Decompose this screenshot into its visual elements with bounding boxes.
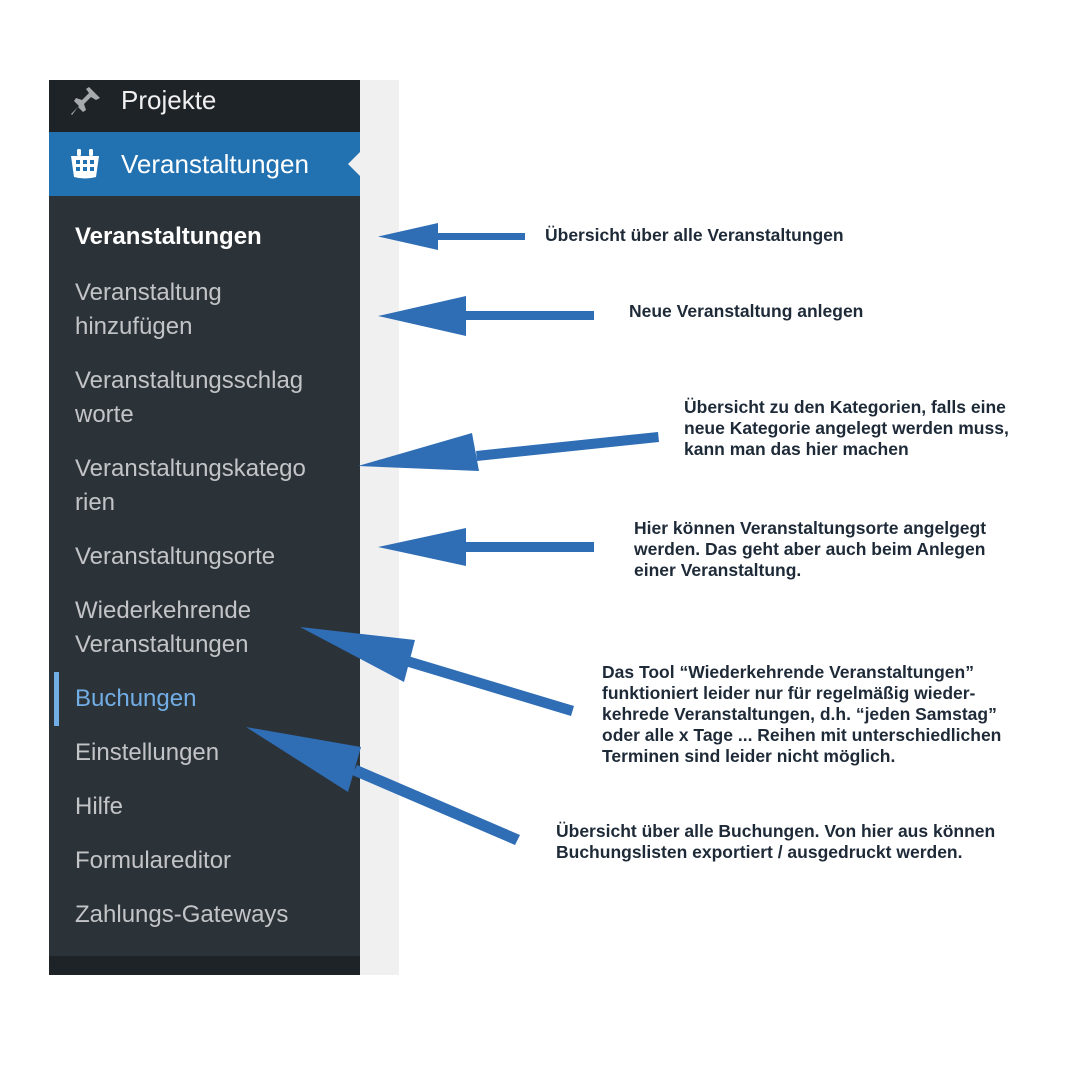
submenu-item-kategorien[interactable]: Veranstaltungskatego rien [75,455,306,516]
annotation-note-5: Das Tool “Wiederkehrende Veranstaltungen” funktioniert leider nur für regelmäßig wieder- kehrede Veranstaltungen, d.h. “jeden Samstag” oder alle x Tage ... Reihen mit unterschiedlichen Terminen sind leider nicht möglich. [602,662,1002,766]
annotation-note-6: Übersicht über alle Buchungen. Von hier aus können Buchungslisten exportiert / ausgedruckt werden. [556,821,996,862]
sidebar-item-label: Veranstaltungen [121,149,309,179]
submenu-item-veranstaltungsorte[interactable]: Veranstaltungsorte [75,543,276,570]
arrow-4 [378,528,594,566]
annotation-note-3: Übersicht zu den Kategorien, falls eine neue Kategorie angelegt werden muss, kann man das hier machen [684,397,1009,459]
submenu-item-veranstaltungen[interactable]: Veranstaltungen [75,223,262,250]
arrow-5 [300,627,574,716]
submenu-item-schlagworte[interactable]: Veranstaltungsschlag worte [75,367,304,428]
annotation-note-2: Neue Veranstaltung anlegen [629,301,864,321]
arrow-3 [358,432,659,471]
submenu-item-zahlungs-gateways[interactable]: Zahlungs-Gateways [75,901,289,928]
submenu-item-einstellungen[interactable]: Einstellungen [75,739,220,766]
arrow-1 [378,223,525,250]
arrow-6 [246,727,520,845]
annotation-note-1: Übersicht über alle Veranstaltungen [545,225,844,245]
submenu-item-hilfe[interactable]: Hilfe [75,793,124,820]
submenu-item-buchungen[interactable]: Buchungen [75,685,197,712]
submenu-item-wiederkehrende-veranstaltungen[interactable]: Wiederkehrende Veranstaltungen [75,597,252,658]
annotation-note-4: Hier können Veranstaltungsorte angelgegt werden. Das geht aber auch beim Anlegen einer Veranstaltung. [634,518,987,580]
sidebar-item-label: Projekte [121,85,217,115]
submenu-item-formulareditor[interactable]: Formulareditor [75,847,232,874]
arrow-2 [378,296,594,336]
submenu-item-veranstaltung-hinzufuegen[interactable]: Veranstaltung hinzufügen [75,279,222,340]
